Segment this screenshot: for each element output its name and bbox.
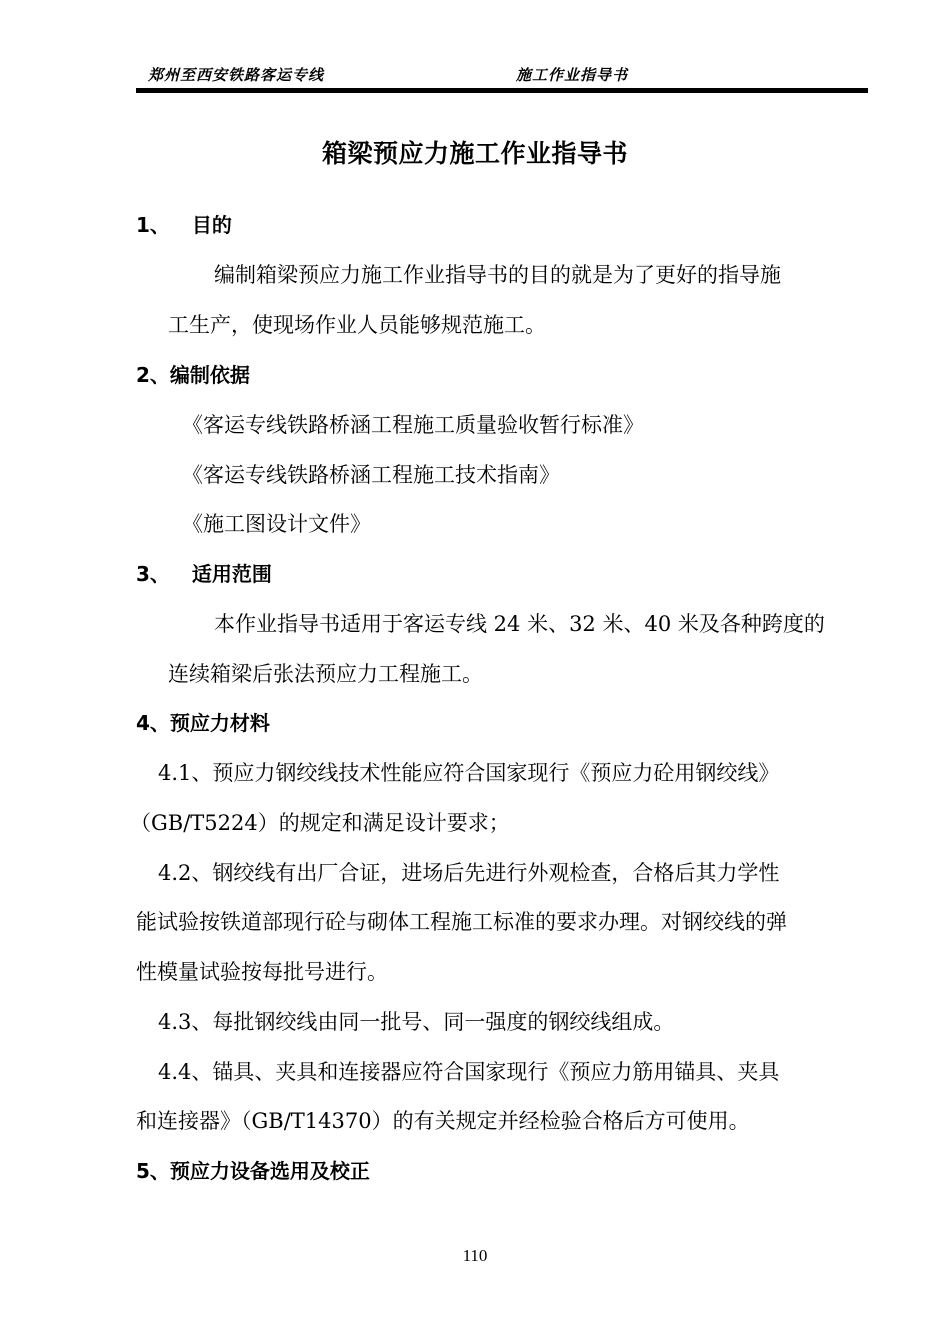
section-4-line-8: 和连接器》（GB/T14370）的有关规定并经检验合格后方可使用。 bbox=[136, 1109, 750, 1133]
header-project-name: 郑州至西安铁路客运专线 bbox=[148, 66, 325, 84]
section-3-line-1: 本作业指导书适用于客运专线 24 米、32 米、40 米及各种跨度的 bbox=[214, 612, 825, 636]
section-1-title: 目的 bbox=[191, 213, 232, 237]
section-4-line-4: 能试验按铁道部现行砼与砌体工程施工标准的要求办理。对钢绞线的弹 bbox=[136, 910, 787, 934]
section-4-line-3: 4.2、钢绞线有出厂合证，进场后先进行外观检查，合格后其力学性 bbox=[158, 861, 780, 885]
section-2-line-3: 《施工图设计文件》 bbox=[182, 512, 371, 536]
section-2-heading: 2、编制依据 bbox=[136, 363, 250, 387]
header-divider bbox=[136, 88, 868, 93]
document-title: 箱梁预应力施工作业指导书 bbox=[321, 139, 628, 168]
section-5-heading: 5、预应力设备选用及校正 bbox=[136, 1159, 370, 1183]
section-3-line-2: 连续箱梁后张法预应力工程施工。 bbox=[168, 662, 483, 686]
section-2-line-1: 《客运专线铁路桥涵工程施工质量验收暂行标准》 bbox=[182, 413, 644, 437]
section-3-heading bbox=[136, 559, 272, 589]
section-4-heading: 4、预应力材料 bbox=[136, 711, 270, 735]
section-1-line-1: 编制箱梁预应力施工作业指导书的目的就是为了更好的指导施 bbox=[214, 263, 781, 287]
section-1-heading bbox=[136, 210, 232, 240]
section-3-title: 适用范围 bbox=[191, 562, 272, 586]
header-doc-type: 施工作业指导书 bbox=[516, 66, 629, 84]
section-4-line-6: 4.3、每批钢绞线由同一批号、同一强度的钢绞线组成。 bbox=[158, 1010, 675, 1034]
section-4-line-5: 性模量试验按每批号进行。 bbox=[136, 960, 388, 984]
section-4-line-1: 4.1、预应力钢绞线技术性能应符合国家现行《预应力砼用钢绞线》 bbox=[158, 761, 780, 785]
page-number: 110 bbox=[462, 1246, 488, 1265]
section-1-line-2: 工生产，使现场作业人员能够规范施工。 bbox=[168, 313, 546, 337]
section-2-line-2: 《客运专线铁路桥涵工程施工技术指南》 bbox=[182, 463, 560, 487]
section-4-line-2: （GB/T5224）的规定和满足设计要求； bbox=[130, 811, 510, 835]
section-4-line-7: 4.4、锚具、夹具和连接器应符合国家现行《预应力筋用锚具、夹具 bbox=[158, 1060, 780, 1084]
section-3-number: 3、 bbox=[136, 562, 170, 586]
section-1-number: 1、 bbox=[136, 213, 170, 237]
